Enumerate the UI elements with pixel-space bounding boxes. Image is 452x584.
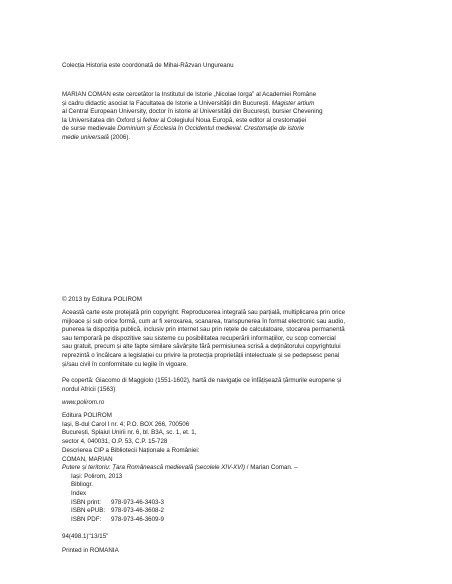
cip-record: Descrierea CIP a Bibliotecii Naționale a României: COMAN, MARIAN Putere și teritoriu: Țara Românească medievală (secolele XIV-XVI) / Marian Coman. – Iași: Polirom, 2013 Bibliogr. Index ISBN print: 978-973-46-3403-3 ISBN ePUB: 978-973-46-3608-2 ISBN PDF: 978-973-46-3609-9	[62, 447, 392, 524]
rights-notice: Această carte este protejată prin copyright. Reproducerea integrală sau parțială, multiplicarea prin orice mijloace și sub orice formă, cum ar fi xeroxarea, scanarea, transpunerea în format electronic sau audio, punerea la dispoziția publică, inclusiv prin internet sau prin rețele de calculatoare, stocarea permanentă sau temporară pe dispozitive sau sisteme cu posibilitatea recuperării informațiilor, cu scop comercial sau gratuit, precum și alte fapte similare săvârșite fără permisiunea scrisă a deținătorului copyrightului reprezintă o încălcare a legislației cu privire la protecția proprietății intelectuale și se pedepsesc penal și/sau civil în conformitate cu legile în vigoare.	[62, 309, 346, 368]
author-bio: MARIAN COMAN este cercetător la Institutul de Istorie „Nicolae Iorga” al Academiei Române și cadru didactic asociat la Facultatea de Istorie a Universității din București. Magister artium al Central European University, doctor în istorie al Universității din București, bursier Chevening la Universitatea din Oxford și fellow al Colegiului Noua Europă, este editor al crestomației de surse medievale Dominium și Ecclesia în Occidentul medieval. Crestomație de istorie medie universală (2006).	[62, 91, 323, 141]
isbn-pdf: ISBN PDF: 978-973-46-3609-9	[71, 515, 164, 523]
series-note: Colecția Historia este coordonată de Mihai-Răzvan Ungureanu	[62, 62, 234, 69]
website: www.polirom.ro	[62, 399, 105, 406]
classification: 94(498.1)"13/15"	[62, 533, 109, 540]
publisher-address: Editura POLIROM Iași, B-dul Carol I nr. 4; P.O. BOX 266, 700506 București, Splaiul Unirii nr. 6, bl. B3A, sc. 1, et. 1, sector 4, 040031, O.P. 53, C.P. 15-728	[62, 412, 197, 445]
isbn-print: ISBN print: 978-973-46-3403-3	[71, 498, 164, 506]
printed-in: Printed in ROMANIA	[62, 547, 119, 554]
copyright-line: © 2013 by Editura POLIROM	[62, 296, 142, 303]
isbn-epub: ISBN ePUB: 978-973-46-3608-2	[71, 507, 164, 515]
cover-note: Pe copertă: Giacomo di Maggiolo (1551-1602), hartă de navigație ce înfățișează țărmurile europene și nordul Africii (1563)	[62, 377, 342, 393]
